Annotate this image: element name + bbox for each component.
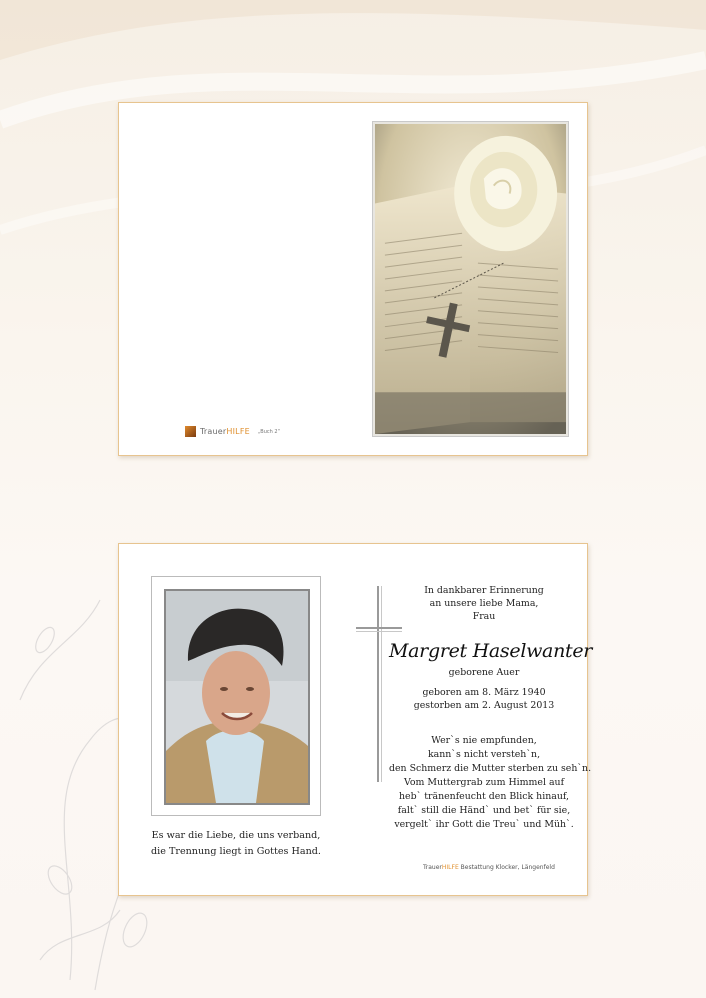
quote-line: Es war die Liebe, die uns verband, [151, 830, 321, 841]
brand-word-hilfe: HILFE [226, 427, 250, 436]
cover-photo-bible-rose [372, 121, 569, 437]
deceased-name: Margret Haselwanter [389, 640, 593, 662]
intro-line: an unsere liebe Mama, [429, 598, 539, 609]
intro-line: In dankbarer Erinnerung [424, 585, 544, 596]
poem-line: kann`s nicht versteh`n, [427, 749, 541, 760]
poem-line: falt` still die Händ` und bet` für sie, [397, 805, 571, 816]
cross-bar [356, 627, 402, 629]
cross-bar-shadow [356, 631, 402, 632]
poem [389, 734, 592, 832]
birth-date: geboren am 8. März 1940 [422, 687, 546, 698]
portrait-frame [151, 576, 321, 816]
portrait-photo [164, 589, 310, 805]
cross-icon-shadow [381, 586, 382, 782]
poem-line: heb` tränenfeucht den Blick hinauf, [399, 791, 569, 802]
poem-line: Wer`s nie empfunden, [431, 735, 537, 746]
footer-brand [423, 864, 555, 871]
quote-left [119, 828, 353, 860]
poem-line: vergelt` ihr Gott die Treu` und Müh`. [394, 819, 574, 830]
trauerhilfe-logo-icon [185, 426, 196, 437]
card-back [118, 543, 593, 896]
poem-line: Vom Muttergrab zum Himmel auf [403, 777, 565, 788]
footer-word-trauer: Trauer [423, 864, 442, 871]
intro-text [389, 584, 579, 623]
maiden-name: geborene Auer [448, 667, 520, 678]
quote-line: die Trennung liegt in Gottes Hand. [151, 846, 321, 857]
brand-word-trauer: Trauer [200, 427, 227, 436]
footer-undertaker: Bestattung Klocker, Längenfeld [458, 864, 555, 871]
intro-line: Frau [472, 611, 496, 622]
footer-word-hilfe: HILFE [441, 864, 459, 871]
brand-logo-front [185, 426, 280, 437]
life-dates [389, 686, 579, 712]
death-date: gestorben am 2. August 2013 [413, 700, 555, 711]
card-front [118, 102, 588, 456]
poem-line: den Schmerz die Mutter sterben zu seh`n. [389, 763, 592, 774]
cross-icon [377, 586, 379, 782]
brand-model-label: „Buch 2“ [257, 428, 281, 435]
